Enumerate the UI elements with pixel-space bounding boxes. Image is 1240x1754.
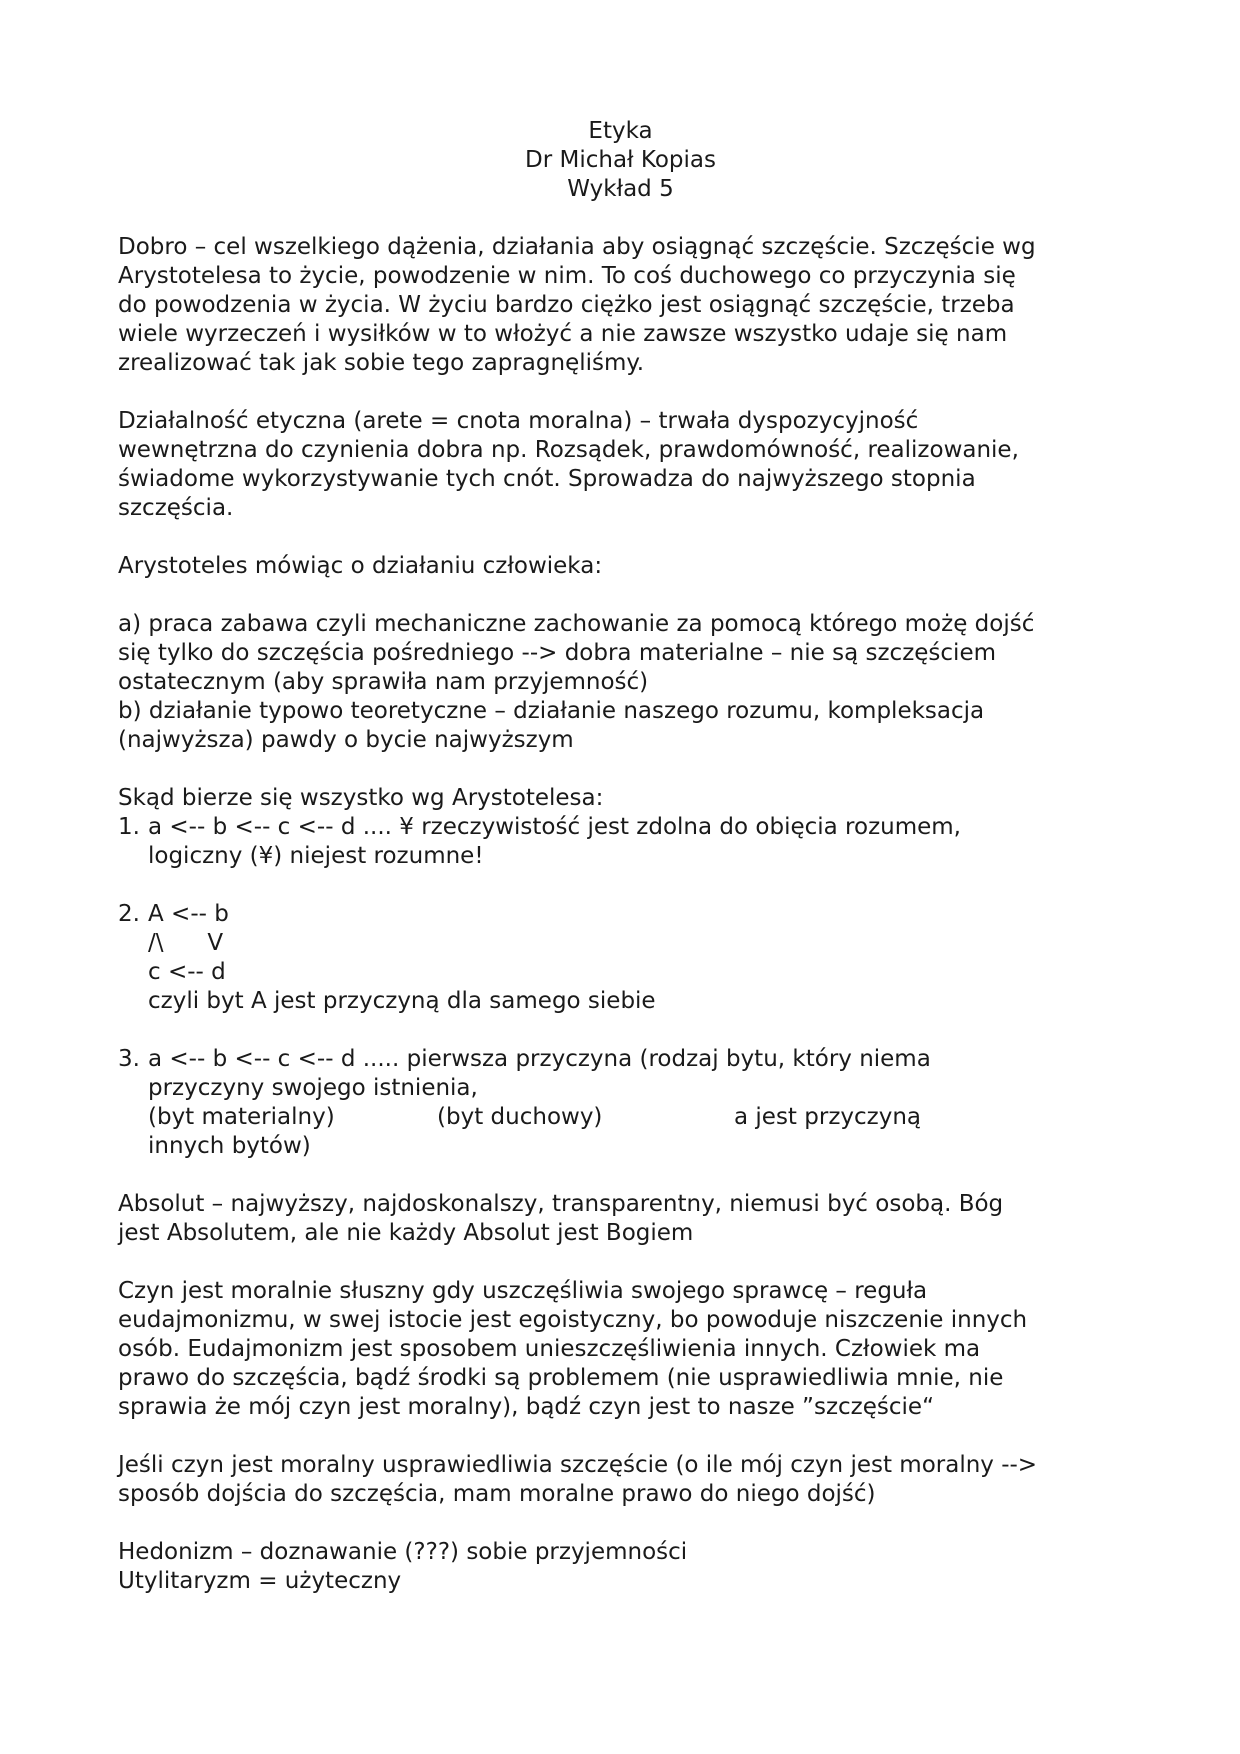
list-line: A <-- b [148, 901, 229, 927]
paragraph-dzialalnosc-etyczna: Działalność etyczna (arete = cnota moralna) – trwała dyspozycyjność wewnętrzna do czynienia dobra np. Rozsądek, prawdomówność, realizowanie, świadome wykorzystywanie tych cnót. Sprowadza do najwyższego stopnia szczęścia. [118, 408, 1019, 521]
list-line: a <-- b <-- c <-- d .... ¥ rzeczywistość jest zdolna do obięcia rozumem, [148, 814, 961, 840]
paragraph-skad-bierze-sie: Skąd bierze się wszystko wg Arystotelesa: [118, 785, 604, 811]
paragraph-czyn-moralny: Jeśli czyn jest moralny usprawiedliwia szczęście (o ile mój czyn jest moralny --> sposób dojścia do szczęścia, mam moralne prawo do niego dojść) [118, 1452, 1038, 1507]
document-title: Etyka [588, 118, 653, 144]
paragraph-absolut: Absolut – najwyższy, najdoskonalszy, transparentny, niemusi być osobą. Bóg jest Absolutem, ale nie każdy Absolut jest Bogiem [118, 1191, 1004, 1246]
list-line: a <-- b <-- c <-- d ..... pierwsza przyczyna (rodzaj bytu, który niema [148, 1046, 931, 1072]
list-line: innych bytów) [148, 1133, 311, 1159]
paragraph-dobro: Dobro – cel wszelkiego dążenia, działania aby osiągnąć szczęście. Szczęście wg Arystotelesa to życie, powodzenie w nim. To coś duchowego co przyczynia się do powodzenia w życia. W życiu bardzo ciężko jest osiągnąć szczęście, trzeba wiele wyrzeczeń i wysiłków w to włożyć a nie zawsze wszystko udaje się nam zrealizować tak jak sobie tego zapragnęliśmy. [118, 234, 1036, 376]
paragraph-eudajmonizm: Czyn jest moralnie słuszny gdy uszczęśliwia swojego sprawcę – reguła eudajmonizmu, w swej istocie jest egoistyczny, bo powoduje niszczenie innych osób. Eudajmonizm jest sposobem unieszczęśliwienia innych. Człowiek ma prawo do szczęścia, bądź środki są problemem (nie usprawiedliwia mnie, nie sprawia że mój czyn jest moralny), bądź czyn jest to nasze ”szczęście“ [118, 1278, 1028, 1420]
list-number: 2. [118, 901, 140, 927]
list-line: (byt materialny) (byt duchowy) a jest przyczyną [148, 1104, 922, 1130]
list-item-1 [118, 813, 1128, 871]
list-line: logiczny (¥) niejest rozumne! [148, 843, 484, 869]
list-item-3 [118, 1045, 1128, 1161]
list-line: /\ V [148, 930, 224, 956]
document-author: Dr Michał Kopias [525, 147, 716, 173]
document-lecture: Wykład 5 [567, 176, 674, 202]
paragraph-rodzaje-dzialania: a) praca zabawa czyli mechaniczne zachowanie za pomocą którego możę dojść się tylko do szczęścia pośredniego --> dobra materialne – nie są szczęściem ostatecznym (aby sprawiła nam przyjemność) b) działanie typowo teoretyczne – działanie naszego rozumu, kompleksacja (najwyższa) pawdy o bycie najwyższym [118, 611, 1035, 753]
document-page [118, 117, 1128, 1596]
list-item-2 [118, 900, 1128, 1016]
document-header [118, 117, 1123, 204]
list-line: przyczyny swojego istnienia, [148, 1075, 478, 1101]
paragraph-arystoteles-dzialanie: Arystoteles mówiąc o działaniu człowieka: [118, 553, 603, 579]
paragraph-hedonizm: Hedonizm – doznawanie (???) sobie przyjemności Utylitaryzm = użyteczny [118, 1539, 688, 1594]
list-line: c <-- d [148, 959, 226, 985]
list-line: czyli byt A jest przyczyną dla samego siebie [148, 988, 656, 1014]
list-number: 3. [118, 1046, 140, 1072]
list-number: 1. [118, 814, 140, 840]
